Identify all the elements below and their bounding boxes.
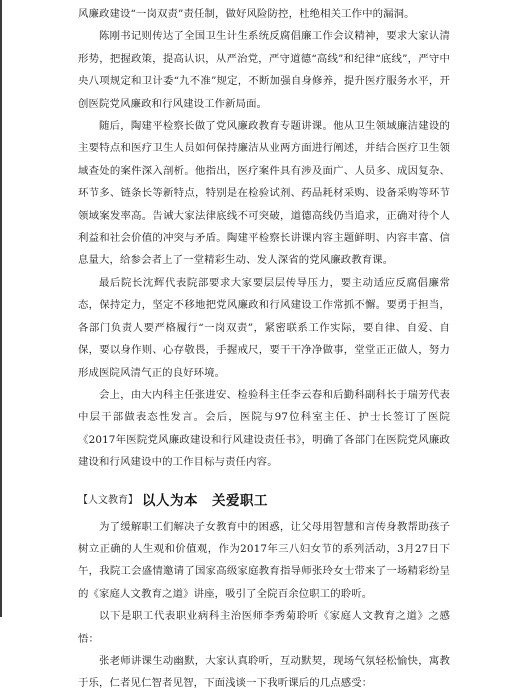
section-heading xyxy=(78,488,450,510)
paragraph-reflection-intro: 以下是职工代表职业病科主治医师李秀菊聆听《家庭人文教育之道》之感悟： xyxy=(78,610,450,645)
paragraph-meeting-statements: 会上，由大内科主任张进安、检验科主任李云春和后勤科副科长于瑞芳代表中层干部做表态性发言。会后，医院与97位科室主任、护士长签订了医院《2017年医院党风廉政建设和行风建设责任书》，明确了各部门在医院党风廉政建设和行风建设中的工作目标与责任内容。 xyxy=(78,388,450,469)
section-title: 以人为本 关爱职工 xyxy=(142,492,268,509)
paragraph-reflection: 张老师讲课生动幽默，大家认真聆听，互动默契，现场气氛轻松愉快，寓教于乐，仁者见仁智者见智，下面浅谈一下我听课后的几点感受： xyxy=(78,654,450,690)
page-edge-shadow xyxy=(0,0,2,617)
article-body xyxy=(78,3,450,695)
section-tag: 【人文教育】 xyxy=(78,495,138,507)
paragraph-lecture-event: 为了缓解职工们解决子女教育中的困惑，让父母用智慧和言传身教帮助孩子树立正确的人生观和价值观，作为2017年三八妇女节的系列活动，3月27日下午，我院工会盛情邀请了国家高级家庭教育指导师张玲女士带来了一场精彩纷呈的《家庭人文教育之道》讲座，吸引了全院百余位职工的聆听。 xyxy=(78,520,450,600)
paragraph-lecture: 随后，陶建平检察长做了党风廉政教育专题讲课。他从卫生领域廉洁建设的主要特点和医疗卫生人员如何保持廉洁从业两方面进行阐述，并结合医疗卫生领域查处的案件深入剖析。他指出，医疗案件具有涉及面广、人员多、成因复杂、环节多、链条长等新特点，特别是在检验试剂、药品耗材采购、设备采购等环节领域案发率高。告诫大家法律底线不可突破，道德高线仍当追求，正确对待个人利益和社会价值的冲突与矛盾。陶建平检察长讲课内容主题鲜明、内容丰富、信息量大，给参会者上了一堂精彩生动、发人深省的党风廉政教育课。 xyxy=(78,120,450,267)
paragraph-continued: 风廉政建设“一岗双责”责任制，做好风险防控，杜绝相关工作中的漏洞。 xyxy=(78,8,415,20)
paragraph-chen-gang-speech: 陈刚书记则传达了全国卫生计生系统反腐倡廉工作会议精神，要求大家认清形势，把握政策，提高认识，从严治党，严守道德“高线”和纪律“底线”，严守中央八项规定和卫计委“九不准”规定，不断加强自身修养，提升医疗服务水平，开创医院党风廉政和行风建设工作新局面。 xyxy=(78,30,450,110)
paragraph-president-requirements: 最后院长沈辉代表院部要求大家要层层传导压力，要主动适应反腐倡廉常态，保持定力，坚定不移地把党风廉政和行风建设工作常抓不懈。要勇于担当，各部门负责人要严格履行“一岗双责”，紧密联系工作实际，要自律、自爱、自保，要以身作则、心存敬畏，手握戒尺，要干干净净做事，堂堂正正做人，努力形成医院风清气正的良好环境。 xyxy=(78,276,450,379)
